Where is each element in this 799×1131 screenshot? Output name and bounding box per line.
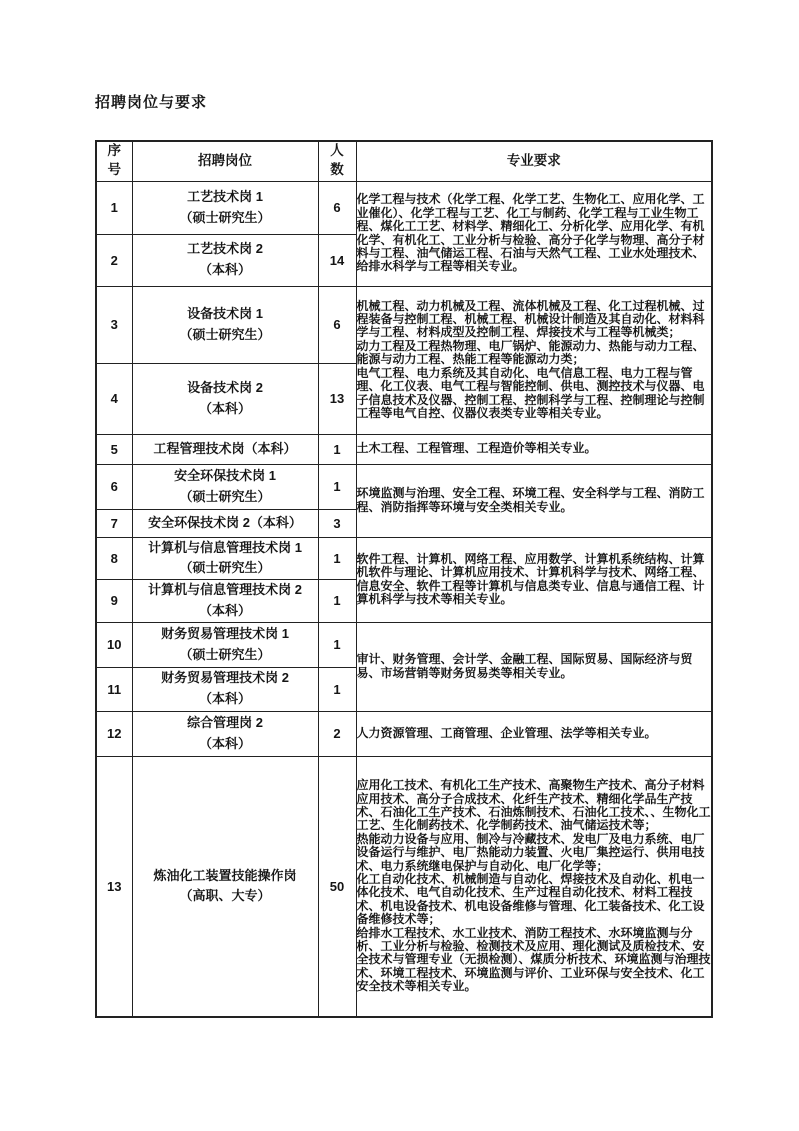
position-qualification: （本科） (198, 262, 251, 277)
position-name: 工艺技术岗 2 (187, 241, 263, 257)
row-number: 1 (96, 181, 132, 234)
headcount: 50 (318, 756, 356, 1017)
headcount: 3 (318, 509, 356, 537)
requirements-paragraph: 机械工程、动力机械及工程、流体机械及工程、化工过程机械、过程装备与控制工程、机械工程、机械设计制造及其自动化、材料科学与工程、材料成型及控制工程、焊接技术与工程等机械类； (356, 298, 705, 340)
headcount: 1 (318, 464, 356, 509)
col-header-position: 招聘岗位 (132, 141, 318, 181)
position-cell (132, 363, 318, 434)
position-cell (132, 667, 318, 711)
table-row (96, 711, 712, 756)
row-number: 3 (96, 286, 132, 363)
row-number: 9 (96, 580, 132, 623)
recruitment-table (95, 140, 713, 1018)
requirements-paragraph: 环境监测与治理、安全工程、环境工程、安全科学与工程、消防工程、消防指挥等环境与安全类相关专业。 (356, 486, 705, 514)
requirements-paragraph: 化工自动化技术、机械制造与自动化、焊接技术及自动化、机电一体化技术、电气自动化技术、生产过程自动化技术、材料工程技术、机电设备技术、机电设备维修与管理、化工装备技术、化工设备维修技术等； (356, 872, 705, 927)
row-number: 11 (96, 667, 132, 711)
position-qualification: （高职、大专） (179, 888, 271, 904)
position-name: 财务贸易管理技术岗 2 (161, 670, 289, 686)
position-cell (132, 580, 318, 623)
position-name: 安全环保技术岗 2（本科） (148, 514, 302, 530)
position-name: 工艺技术岗 1 (187, 188, 263, 204)
table-header-row (96, 141, 712, 181)
table-row (96, 537, 712, 580)
position-qualification: （本科） (198, 602, 251, 618)
requirements-cell (356, 756, 712, 1017)
position-cell (132, 434, 318, 464)
headcount: 1 (318, 434, 356, 464)
position-cell (132, 622, 318, 667)
position-cell (132, 181, 318, 234)
position-qualification: （硕士研究生） (179, 646, 271, 662)
headcount: 1 (318, 667, 356, 711)
position-cell (132, 234, 318, 286)
row-number: 6 (96, 464, 132, 509)
headcount: 2 (318, 711, 356, 756)
position-qualification: （本科） (198, 400, 251, 416)
requirements-paragraph: 化学工程与技术（化学工程、化学工艺、生物化工、应用化学、工业催化）、化学工程与工艺、化工与制药、化学工程与工业生物工程、煤化工工艺、材料学、精细化工、分析化学、应用化学、有机化学、有机化工、工业分析与检验、高分子化学与物理、高分子材料与工程、油气储运工程、石油与天然气工程、工业水处理技术、给排水科学与工程等相关专业。 (356, 192, 705, 274)
requirements-paragraph: 土木工程、工程管理、工程造价等相关专业。 (356, 441, 597, 456)
table-row (96, 286, 712, 363)
row-number: 8 (96, 537, 132, 580)
headcount: 6 (318, 286, 356, 363)
requirements-cell (356, 181, 712, 286)
position-name: 炼油化工装置技能操作岗 (153, 867, 297, 883)
position-cell (132, 756, 318, 1017)
row-number: 7 (96, 509, 132, 537)
table-row (96, 622, 712, 667)
row-number: 4 (96, 363, 132, 434)
requirements-cell (356, 286, 712, 434)
row-number: 5 (96, 434, 132, 464)
headcount: 14 (318, 234, 356, 286)
col-header-count-label: 人数 (330, 143, 344, 178)
table-row (96, 434, 712, 464)
position-qualification: （硕士研究生） (179, 560, 271, 576)
position-cell (132, 711, 318, 756)
position-name: 设备技术岗 1 (187, 305, 263, 321)
requirements-cell (356, 464, 712, 537)
position-name: 综合管理岗 2 (187, 714, 263, 730)
headcount: 13 (318, 363, 356, 434)
requirements-paragraph: 给排水工程技术、水工业技术、消防工程技术、水环境监测与分析、工业分析与检验、检测技术及应用、理化测试及质检技术、安全技术与管理专业（无损检测）、煤质分析技术、环境监测与治理技术、环境工程技术、环境监测与评价、工业环保与安全技术、化工安全技术等相关专业。 (356, 925, 711, 994)
requirements-paragraph: 人力资源管理、工商管理、企业管理、法学等相关专业。 (356, 725, 657, 740)
table-row (96, 756, 712, 1017)
col-header-no-label: 序号 (107, 143, 121, 178)
headcount: 1 (318, 622, 356, 667)
requirements-paragraph: 软件工程、计算机、网络工程、应用数学、计算机系统结构、计算机软件与理论、计算机应用技术、计算机科学与技术、网络工程、信息安全、软件工程等计算机与信息类专业、信息与通信工程、计算机科学与技术等相关专业。 (356, 551, 705, 606)
position-qualification: （硕士研究生） (179, 326, 271, 342)
position-qualification: （本科） (198, 691, 251, 707)
requirements-paragraph: 热能动力设备与应用、制冷与冷藏技术、发电厂及电力系统、电厂设备运行与维护、电厂热能动力装置、火电厂集控运行、供用电技术、电力系统继电保护与自动化、电厂化学等； (356, 831, 705, 873)
position-name: 安全环保技术岗 1 (174, 467, 276, 483)
requirements-cell (356, 622, 712, 711)
requirements-paragraph: 应用化工技术、有机化工生产技术、高聚物生产技术、高分子材料应用技术、高分子合成技术、化纤生产技术、精细化学品生产技术、石油化工生产技术、石油炼制技术、石油化工技术、、生物化工工艺、生化制药技术、化学制药技术、油气储运技术等； (356, 778, 711, 833)
position-name: 计算机与信息管理技术岗 1 (148, 539, 302, 555)
requirements-cell (356, 711, 712, 756)
position-cell (132, 509, 318, 537)
position-name: 财务贸易管理技术岗 1 (161, 625, 289, 641)
headcount: 1 (318, 537, 356, 580)
requirements-cell (356, 537, 712, 622)
row-number: 12 (96, 711, 132, 756)
position-name: 设备技术岗 2 (187, 379, 263, 395)
requirements-cell (356, 434, 712, 464)
requirements-paragraph: 动力工程及工程热物理、电厂锅炉、能源动力、热能与动力工程、能源与动力工程、热能工程等能源动力类； (356, 338, 705, 367)
row-number: 13 (96, 756, 132, 1017)
row-number: 10 (96, 622, 132, 667)
row-number: 2 (96, 234, 132, 286)
position-name: 工程管理技术岗（本科） (153, 440, 297, 456)
page-title: 招聘岗位与要求 (95, 94, 208, 111)
position-cell (132, 286, 318, 363)
position-cell (132, 464, 318, 509)
headcount: 1 (318, 580, 356, 623)
position-name: 计算机与信息管理技术岗 2 (148, 582, 302, 598)
col-header-count (318, 141, 356, 181)
position-qualification: （硕士研究生） (179, 488, 271, 504)
table-row (96, 464, 712, 509)
requirements-paragraph: 审计、财务管理、会计学、金融工程、国际贸易、国际经济与贸易、市场营销等财务贸易类等相关专业。 (356, 652, 693, 680)
position-qualification: （硕士研究生） (179, 209, 271, 225)
col-header-no (96, 141, 132, 181)
position-qualification: （本科） (198, 735, 251, 751)
table-row (96, 181, 712, 234)
col-header-requirements: 专业要求 (356, 141, 712, 181)
headcount: 6 (318, 181, 356, 234)
position-cell (132, 537, 318, 580)
requirements-paragraph: 电气工程、电力系统及其自动化、电气信息工程、电力工程与管理、化工仪表、电气工程与智能控制、供电、测控技术与仪器、电子信息技术及仪器、控制工程、控制科学与工程、控制理论与控制工程等电气自控、仪器仪表类专业等相关专业。 (356, 365, 705, 420)
